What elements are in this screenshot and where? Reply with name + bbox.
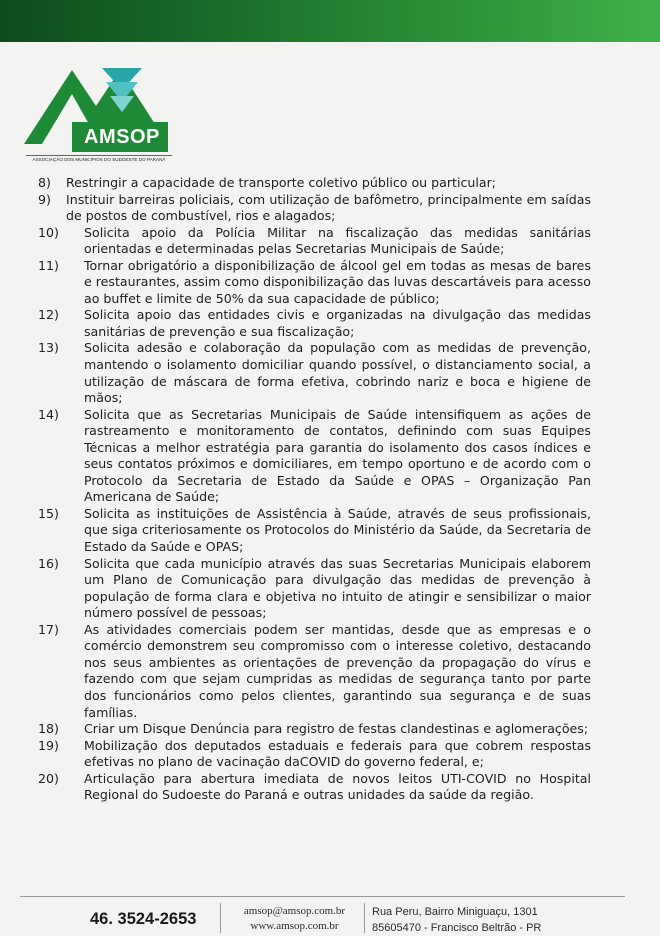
list-item <box>38 340 591 406</box>
item-text: Solicita apoio das entidades civis e organizadas na divulgação das medidas sanitárias de prevenção e sua fiscalização; <box>84 307 591 339</box>
list-item <box>38 225 591 258</box>
list-item <box>38 258 591 308</box>
item-text: Solicita que as Secretarias Municipais de Saúde intensifiquem as ações de rastreamento e monitoramento de contatos, definindo com suas Equipes Técnicas a melhor estratégia para garantia do isolamento dos casos índices e seus contatos próximos e domiciliares, em tempo oportuno e de acordo com o Protocolo da Secretaria de Estado da Saúde e OPAS – Organização Pan Americana de Saúde; <box>84 406 591 505</box>
item-text: Solicita apoio da Polícia Militar na fiscalização das medidas sanitárias orientadas e determinadas pelas Secretarias Municipais de Saúde; <box>84 224 591 257</box>
list-item <box>38 721 591 738</box>
item-text: Tornar obrigatório a disponibilização de álcool gel em todas as mesas de bares e restaurantes, assim como disponibilização das luvas descartáveis para acesso ao buffet e limite de 50% da sua capacidade de público; <box>84 257 591 306</box>
item-number: 14) <box>38 406 59 422</box>
document-body <box>38 175 591 804</box>
logo-wordmark: AMSOP <box>84 126 160 148</box>
list-item <box>38 622 591 721</box>
address-line-2: 85605470 - Francisco Beltrão - PR <box>372 922 542 934</box>
amsop-logo <box>24 64 174 172</box>
list-item <box>38 192 591 225</box>
footer-website[interactable]: www.amsop.com.br <box>250 920 339 932</box>
list-item <box>38 307 591 340</box>
item-text: Solicita que cada município através das suas Secretarias Municipais elaborem um Plano de Comunicação para divulgação das medidas de prevenção à população de forma clara e objetiva no intuito de atingir e sensibilizar o maior número possível de pessoas; <box>84 555 591 621</box>
item-text: Articulação para abertura imediata de novos leitos UTI-COVID no Hospital Regional do Sudoeste do Paraná e outras unidades da saúde da região. <box>84 770 591 803</box>
item-number: 18) <box>38 721 59 737</box>
list-item <box>38 506 591 556</box>
item-number: 17) <box>38 621 59 637</box>
item-number: 9) <box>38 191 51 207</box>
item-text: As atividades comerciais podem ser mantidas, desde que as empresas e o comércio demonstrem seu compromisso com o interesse coletivo, destacando nos seus ambientes as orientações de prevenção da propagação do vírus e fazendo com que sejam cumpridas as medidas de segurança tanto por parte dos funcionários como pelos clientes, garantindo sua segurança e de suas famílias. <box>84 621 591 720</box>
item-number: 13) <box>38 340 59 356</box>
item-number: 19) <box>38 737 59 753</box>
item-number: 16) <box>38 555 59 571</box>
footer-contact <box>232 904 357 934</box>
list-item <box>38 556 591 622</box>
footer-separator <box>364 903 365 933</box>
address-line-1: Rua Peru, Bairro Miniguaçu, 1301 <box>372 906 538 918</box>
header-green-bar <box>0 0 660 42</box>
logo-caption: ASSOCIAÇÃO DOS MUNICÍPIOS DO SUDOESTE DO PARANÁ <box>26 155 172 162</box>
list-item <box>38 771 591 804</box>
item-text: Instituir barreiras policiais, com utilização de bafômetro, principalmente em saídas de postos de combustível, rios e alagados; <box>66 191 591 224</box>
footer-divider <box>20 896 625 897</box>
item-number: 8) <box>38 175 51 190</box>
footer-email[interactable]: amsop@amsop.com.br <box>243 905 346 917</box>
list-item <box>38 407 591 506</box>
footer-separator <box>220 903 221 933</box>
item-text: Criar um Disque Denúncia para registro de festas clandestinas e aglomerações; <box>84 721 589 737</box>
footer-address <box>372 904 572 936</box>
list-item <box>38 175 591 192</box>
item-text: Solicita as instituições de Assistência à Saúde, através de seus profissionais, que siga criteriosamente os Protocolos do Ministério da Saúde, da Secretaria de Estado da Saúde e OPAS; <box>84 505 591 555</box>
item-text: Restringir a capacidade de transporte coletivo público ou particular; <box>66 175 497 190</box>
item-text: Mobilização dos deputados estaduais e federais para que cobrem respostas efetivas no plano de vacinação daCOVID do governo federal, e; <box>84 737 591 770</box>
item-number: 20) <box>38 770 59 786</box>
item-number: 11) <box>38 257 59 273</box>
item-number: 10) <box>38 224 59 240</box>
footer-phone: 46. 3524-2653 <box>90 910 197 928</box>
item-number: 15) <box>38 505 59 521</box>
item-text: Solicita adesão e colaboração da população com as medidas de prevenção, mantendo o isolamento domiciliar quando possível, o distanciamento social, a utilização de máscara de forma efetiva, cobrindo nariz e boca e higiene de mãos; <box>84 340 591 406</box>
list-item <box>38 738 591 771</box>
item-number: 12) <box>38 307 59 323</box>
